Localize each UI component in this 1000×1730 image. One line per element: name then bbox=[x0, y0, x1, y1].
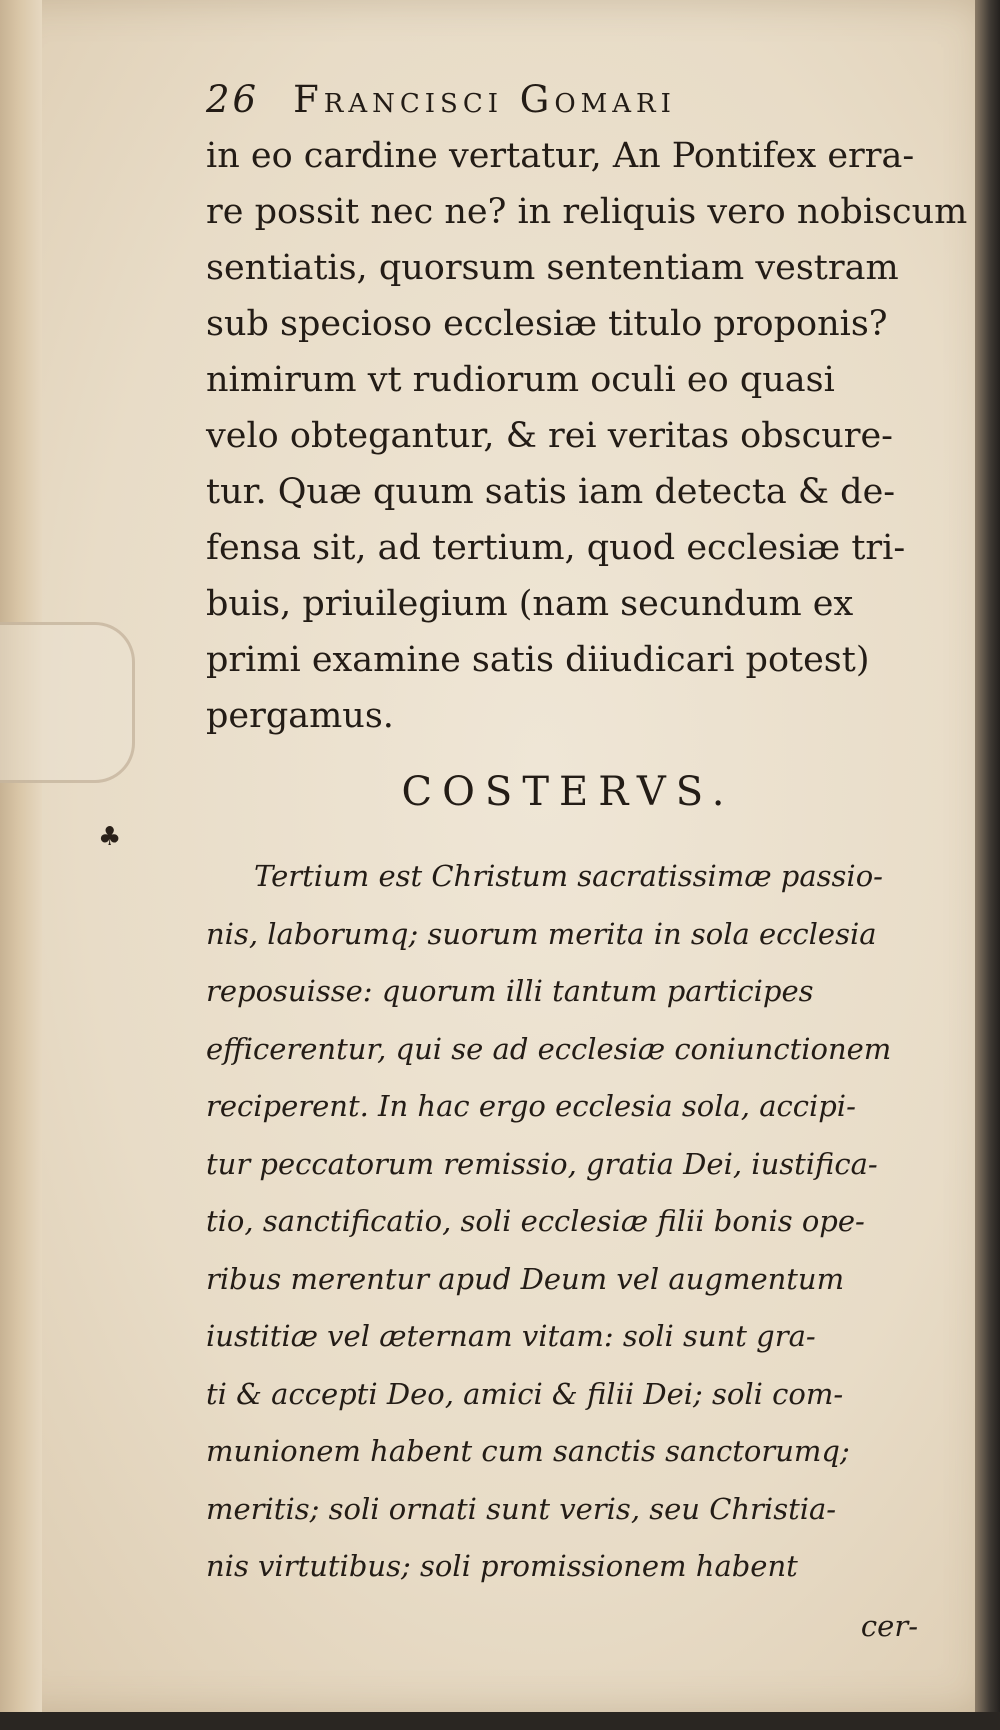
paper-tab bbox=[0, 622, 135, 783]
text-line: tur. Quæ quum satis iam detecta & de- bbox=[206, 472, 896, 512]
page-edge bbox=[975, 0, 1000, 1730]
text-line: re possit nec ne? in reliquis vero nobiscum bbox=[206, 192, 968, 232]
section-heading: COSTERVS. bbox=[401, 769, 735, 815]
text-line: tur peccatorum remissio, gratia Dei, iustifica- bbox=[206, 1146, 878, 1181]
text-line: primi examine satis diiudicari potest) bbox=[206, 640, 870, 680]
text-line: Tertium est Christum sacratissimæ passio- bbox=[254, 859, 883, 893]
text-line: reciperent. In hac ergo ecclesia sola, accipi- bbox=[206, 1089, 856, 1123]
catchword: cer- bbox=[860, 1608, 918, 1643]
text-line: in eo cardine vertatur, An Pontifex erra- bbox=[206, 136, 915, 176]
text-line: fensa sit, ad tertium, quod ecclesiæ tri- bbox=[206, 528, 906, 568]
costerus-paragraph bbox=[206, 848, 926, 1596]
text-line: ribus merentur apud Deum vel augmentum bbox=[206, 1261, 845, 1296]
text-line: buis, priuilegium (nam secundum ex bbox=[206, 584, 854, 624]
page-gutter bbox=[0, 0, 42, 1712]
text-line: velo obtegantur, & rei veritas obscure- bbox=[206, 416, 894, 456]
text-line: iustitiæ vel æternam vitam: soli sunt gra- bbox=[206, 1319, 816, 1353]
text-line: pergamus. bbox=[206, 696, 394, 736]
page-number: 26 bbox=[206, 78, 260, 121]
text-line: munionem habent cum sanctis sanctorumq; bbox=[206, 1434, 850, 1468]
text-line: reposuisse: quorum illi tantum participes bbox=[206, 974, 814, 1008]
text-line: ti & accepti Deo, amici & filii Dei; soli com- bbox=[206, 1376, 844, 1411]
text-line: sentiatis, quorsum sententiam vestram bbox=[206, 248, 899, 288]
text-line: sub specioso ecclesiæ titulo proponis? bbox=[206, 304, 888, 344]
text-line: nis, laborumq; suorum merita in sola ecclesia bbox=[206, 916, 877, 951]
running-header bbox=[206, 78, 926, 128]
gomarus-paragraph bbox=[206, 128, 968, 744]
text-line: nimirum vt rudiorum oculi eo quasi bbox=[206, 360, 835, 400]
text-line: meritis; soli ornati sunt veris, seu Christia- bbox=[206, 1491, 837, 1526]
text-line: nis virtutibus; soli promissionem habent bbox=[206, 1549, 798, 1583]
text-line: tio, sanctificatio, soli ecclesiæ filii bonis ope- bbox=[206, 1204, 865, 1238]
running-title: Francisci Gomari bbox=[293, 78, 676, 121]
bottom-edge bbox=[0, 1712, 1000, 1730]
text-line: efficerentur, qui se ad ecclesiæ coniunctionem bbox=[206, 1031, 892, 1066]
page-text bbox=[206, 78, 968, 1656]
marginal-mark: ♣ bbox=[98, 822, 122, 852]
